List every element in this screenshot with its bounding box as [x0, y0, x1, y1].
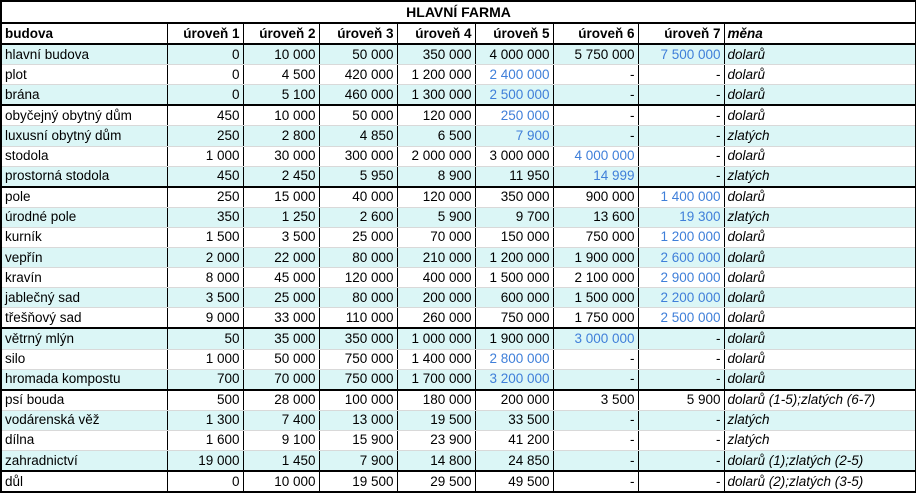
level-5-cell: 11 950	[475, 166, 553, 187]
table-row	[1, 187, 916, 208]
building-name-cell: kurník	[1, 227, 167, 247]
level-7-cell: -	[638, 410, 724, 430]
table-row	[1, 227, 916, 247]
currency-cell: dolarů (2);zlatých (3-5)	[724, 471, 916, 492]
level-5-cell: 1 200 000	[475, 248, 553, 268]
level-3-cell: 19 500	[319, 471, 397, 492]
currency-cell: zlatých	[724, 430, 916, 450]
level-3-cell: 50 000	[319, 44, 397, 65]
level-6-cell: -	[553, 126, 638, 146]
level-2-cell: 25 000	[243, 288, 319, 308]
level-6-cell: -	[553, 410, 638, 430]
level-1-cell: 8 000	[167, 268, 243, 288]
level-5-cell: 4 000 000	[475, 44, 553, 65]
level-7-cell: 2 500 000	[638, 308, 724, 329]
level-1-cell: 350	[167, 207, 243, 227]
level-2-cell: 9 100	[243, 430, 319, 450]
level-3-cell: 5 950	[319, 166, 397, 187]
level-3-cell: 300 000	[319, 146, 397, 166]
currency-cell: zlatých	[724, 126, 916, 146]
currency-cell: zlatých	[724, 410, 916, 430]
table-row	[1, 105, 916, 126]
level-4-cell: 70 000	[397, 227, 475, 247]
level-1-cell: 3 500	[167, 288, 243, 308]
level-3-cell: 2 600	[319, 207, 397, 227]
level-7-cell: -	[638, 105, 724, 126]
level-5-cell: 41 200	[475, 430, 553, 450]
level-1-cell: 0	[167, 65, 243, 85]
table-row	[1, 166, 916, 187]
table-row	[1, 308, 916, 329]
level-6-cell: 3 000 000	[553, 328, 638, 349]
level-2-cell: 33 000	[243, 308, 319, 329]
currency-cell: zlatých	[724, 207, 916, 227]
building-name-cell: kravín	[1, 268, 167, 288]
level-6-cell: 5 750 000	[553, 44, 638, 65]
level-4-cell: 180 000	[397, 390, 475, 411]
level-5-cell: 350 000	[475, 187, 553, 208]
level-2-cell: 50 000	[243, 349, 319, 369]
level-1-cell: 1 500	[167, 227, 243, 247]
level-7-cell: -	[638, 85, 724, 106]
table-row	[1, 44, 916, 65]
level-3-cell: 100 000	[319, 390, 397, 411]
currency-cell: dolarů	[724, 44, 916, 65]
level-7-cell: -	[638, 430, 724, 450]
level-5-cell: 2 400 000	[475, 65, 553, 85]
level-6-cell: -	[553, 450, 638, 471]
table-row	[1, 126, 916, 146]
currency-cell: dolarů	[724, 65, 916, 85]
level-2-cell: 3 500	[243, 227, 319, 247]
level-6-cell: -	[553, 369, 638, 390]
column-header-level-1: úroveň 1	[167, 23, 243, 44]
table-row	[1, 450, 916, 471]
level-4-cell: 23 900	[397, 430, 475, 450]
level-2-cell: 7 400	[243, 410, 319, 430]
level-6-cell: -	[553, 349, 638, 369]
table-row	[1, 369, 916, 390]
building-name-cell: hlavní budova	[1, 44, 167, 65]
currency-cell: dolarů	[724, 369, 916, 390]
table-row	[1, 328, 916, 349]
building-name-cell: prostorná stodola	[1, 166, 167, 187]
level-1-cell: 1 000	[167, 146, 243, 166]
column-header-mena: měna	[724, 23, 916, 44]
level-6-cell: 900 000	[553, 187, 638, 208]
column-header-level-5: úroveň 5	[475, 23, 553, 44]
level-3-cell: 420 000	[319, 65, 397, 85]
level-4-cell: 8 900	[397, 166, 475, 187]
level-4-cell: 2 000 000	[397, 146, 475, 166]
level-5-cell: 49 500	[475, 471, 553, 492]
building-name-cell: stodola	[1, 146, 167, 166]
currency-cell: dolarů (1-5);zlatých (6-7)	[724, 390, 916, 411]
level-1-cell: 450	[167, 105, 243, 126]
level-2-cell: 10 000	[243, 44, 319, 65]
level-2-cell: 1 250	[243, 207, 319, 227]
level-1-cell: 19 000	[167, 450, 243, 471]
building-name-cell: luxusní obytný dům	[1, 126, 167, 146]
level-1-cell: 1 600	[167, 430, 243, 450]
level-3-cell: 13 000	[319, 410, 397, 430]
level-5-cell: 3 000 000	[475, 146, 553, 166]
table-row	[1, 268, 916, 288]
table-row	[1, 65, 916, 85]
table-row	[1, 410, 916, 430]
level-5-cell: 24 850	[475, 450, 553, 471]
level-3-cell: 460 000	[319, 85, 397, 106]
level-5-cell: 33 500	[475, 410, 553, 430]
level-7-cell: -	[638, 369, 724, 390]
level-1-cell: 9 000	[167, 308, 243, 329]
building-name-cell: dílna	[1, 430, 167, 450]
building-name-cell: vodárenská věž	[1, 410, 167, 430]
level-5-cell: 3 200 000	[475, 369, 553, 390]
level-6-cell: 1 750 000	[553, 308, 638, 329]
level-6-cell: -	[553, 105, 638, 126]
level-5-cell: 2 500 000	[475, 85, 553, 106]
level-7-cell: -	[638, 65, 724, 85]
currency-cell: dolarů	[724, 349, 916, 369]
level-4-cell: 1 200 000	[397, 65, 475, 85]
level-3-cell: 4 850	[319, 126, 397, 146]
level-3-cell: 25 000	[319, 227, 397, 247]
title-row	[1, 1, 916, 23]
level-6-cell: 14 999	[553, 166, 638, 187]
level-4-cell: 29 500	[397, 471, 475, 492]
table-row	[1, 430, 916, 450]
level-1-cell: 250	[167, 126, 243, 146]
building-name-cell: obyčejný obytný dům	[1, 105, 167, 126]
level-2-cell: 35 000	[243, 328, 319, 349]
level-6-cell: 4 000 000	[553, 146, 638, 166]
table-row	[1, 349, 916, 369]
level-4-cell: 1 400 000	[397, 349, 475, 369]
level-4-cell: 1 700 000	[397, 369, 475, 390]
building-name-cell: větrný mlýn	[1, 328, 167, 349]
level-2-cell: 10 000	[243, 105, 319, 126]
building-name-cell: zahradnictví	[1, 450, 167, 471]
level-3-cell: 50 000	[319, 105, 397, 126]
building-name-cell: třešňový sad	[1, 308, 167, 329]
level-7-cell: 5 900	[638, 390, 724, 411]
table-row	[1, 207, 916, 227]
level-7-cell: -	[638, 471, 724, 492]
level-5-cell: 9 700	[475, 207, 553, 227]
building-name-cell: plot	[1, 65, 167, 85]
currency-cell: dolarů	[724, 288, 916, 308]
column-header-level-2: úroveň 2	[243, 23, 319, 44]
level-2-cell: 70 000	[243, 369, 319, 390]
currency-cell: dolarů	[724, 187, 916, 208]
building-name-cell: vepřín	[1, 248, 167, 268]
currency-cell: dolarů	[724, 268, 916, 288]
table-body	[1, 44, 916, 492]
level-1-cell: 1 000	[167, 349, 243, 369]
level-3-cell: 120 000	[319, 268, 397, 288]
currency-cell: zlatých	[724, 166, 916, 187]
level-4-cell: 6 500	[397, 126, 475, 146]
level-4-cell: 200 000	[397, 288, 475, 308]
level-3-cell: 80 000	[319, 248, 397, 268]
level-3-cell: 110 000	[319, 308, 397, 329]
level-7-cell: 2 900 000	[638, 268, 724, 288]
level-5-cell: 1 500 000	[475, 268, 553, 288]
building-name-cell: jablečný sad	[1, 288, 167, 308]
level-7-cell: 7 500 000	[638, 44, 724, 65]
level-4-cell: 350 000	[397, 44, 475, 65]
level-2-cell: 28 000	[243, 390, 319, 411]
level-3-cell: 80 000	[319, 288, 397, 308]
level-5-cell: 750 000	[475, 308, 553, 329]
level-6-cell: 750 000	[553, 227, 638, 247]
level-2-cell: 10 000	[243, 471, 319, 492]
building-name-cell: pole	[1, 187, 167, 208]
level-1-cell: 500	[167, 390, 243, 411]
currency-cell: dolarů	[724, 308, 916, 329]
column-header-level-4: úroveň 4	[397, 23, 475, 44]
level-1-cell: 2 000	[167, 248, 243, 268]
level-2-cell: 1 450	[243, 450, 319, 471]
table-row	[1, 390, 916, 411]
table-row	[1, 471, 916, 492]
header-row	[1, 23, 916, 44]
currency-cell: dolarů	[724, 105, 916, 126]
level-3-cell: 750 000	[319, 349, 397, 369]
level-5-cell: 250 000	[475, 105, 553, 126]
level-2-cell: 5 100	[243, 85, 319, 106]
level-7-cell: -	[638, 349, 724, 369]
level-1-cell: 0	[167, 85, 243, 106]
level-4-cell: 260 000	[397, 308, 475, 329]
level-4-cell: 1 300 000	[397, 85, 475, 106]
building-name-cell: psí bouda	[1, 390, 167, 411]
level-6-cell: -	[553, 65, 638, 85]
level-7-cell: -	[638, 146, 724, 166]
level-2-cell: 45 000	[243, 268, 319, 288]
level-4-cell: 210 000	[397, 248, 475, 268]
currency-cell: dolarů	[724, 248, 916, 268]
level-7-cell: -	[638, 126, 724, 146]
level-4-cell: 1 000 000	[397, 328, 475, 349]
table-row	[1, 288, 916, 308]
currency-cell: dolarů (1);zlatých (2-5)	[724, 450, 916, 471]
column-header-level-7: úroveň 7	[638, 23, 724, 44]
level-4-cell: 120 000	[397, 187, 475, 208]
level-7-cell: 19 300	[638, 207, 724, 227]
level-4-cell: 400 000	[397, 268, 475, 288]
column-header-budova: budova	[1, 23, 167, 44]
level-6-cell: -	[553, 85, 638, 106]
level-3-cell: 40 000	[319, 187, 397, 208]
currency-cell: dolarů	[724, 227, 916, 247]
level-5-cell: 7 900	[475, 126, 553, 146]
level-2-cell: 2 450	[243, 166, 319, 187]
level-6-cell: 2 100 000	[553, 268, 638, 288]
level-6-cell: -	[553, 430, 638, 450]
level-5-cell: 600 000	[475, 288, 553, 308]
building-name-cell: důl	[1, 471, 167, 492]
currency-cell: dolarů	[724, 85, 916, 106]
level-6-cell: -	[553, 471, 638, 492]
level-7-cell: 2 600 000	[638, 248, 724, 268]
level-5-cell: 1 900 000	[475, 328, 553, 349]
level-1-cell: 0	[167, 44, 243, 65]
sheet-title: HLAVNÍ FARMA	[1, 1, 916, 23]
level-6-cell: 1 900 000	[553, 248, 638, 268]
level-3-cell: 7 900	[319, 450, 397, 471]
level-1-cell: 450	[167, 166, 243, 187]
level-2-cell: 30 000	[243, 146, 319, 166]
level-1-cell: 700	[167, 369, 243, 390]
level-1-cell: 1 300	[167, 410, 243, 430]
table-row	[1, 248, 916, 268]
level-7-cell: -	[638, 328, 724, 349]
level-2-cell: 22 000	[243, 248, 319, 268]
currency-cell: dolarů	[724, 328, 916, 349]
level-4-cell: 19 500	[397, 410, 475, 430]
table-row	[1, 85, 916, 106]
level-1-cell: 50	[167, 328, 243, 349]
level-7-cell: 2 200 000	[638, 288, 724, 308]
building-name-cell: úrodné pole	[1, 207, 167, 227]
level-2-cell: 4 500	[243, 65, 319, 85]
level-3-cell: 350 000	[319, 328, 397, 349]
level-4-cell: 14 800	[397, 450, 475, 471]
level-5-cell: 150 000	[475, 227, 553, 247]
column-header-level-6: úroveň 6	[553, 23, 638, 44]
level-7-cell: -	[638, 166, 724, 187]
level-3-cell: 15 900	[319, 430, 397, 450]
level-6-cell: 13 600	[553, 207, 638, 227]
level-1-cell: 250	[167, 187, 243, 208]
level-7-cell: 1 400 000	[638, 187, 724, 208]
level-6-cell: 1 500 000	[553, 288, 638, 308]
level-5-cell: 2 800 000	[475, 349, 553, 369]
building-name-cell: silo	[1, 349, 167, 369]
level-2-cell: 15 000	[243, 187, 319, 208]
column-header-level-3: úroveň 3	[319, 23, 397, 44]
building-name-cell: brána	[1, 85, 167, 106]
level-7-cell: -	[638, 450, 724, 471]
level-4-cell: 5 900	[397, 207, 475, 227]
table-row	[1, 146, 916, 166]
building-name-cell: hromada kompostu	[1, 369, 167, 390]
currency-cell: dolarů	[724, 146, 916, 166]
level-5-cell: 200 000	[475, 390, 553, 411]
level-6-cell: 3 500	[553, 390, 638, 411]
level-1-cell: 0	[167, 471, 243, 492]
level-7-cell: 1 200 000	[638, 227, 724, 247]
level-3-cell: 750 000	[319, 369, 397, 390]
level-4-cell: 120 000	[397, 105, 475, 126]
level-2-cell: 2 800	[243, 126, 319, 146]
